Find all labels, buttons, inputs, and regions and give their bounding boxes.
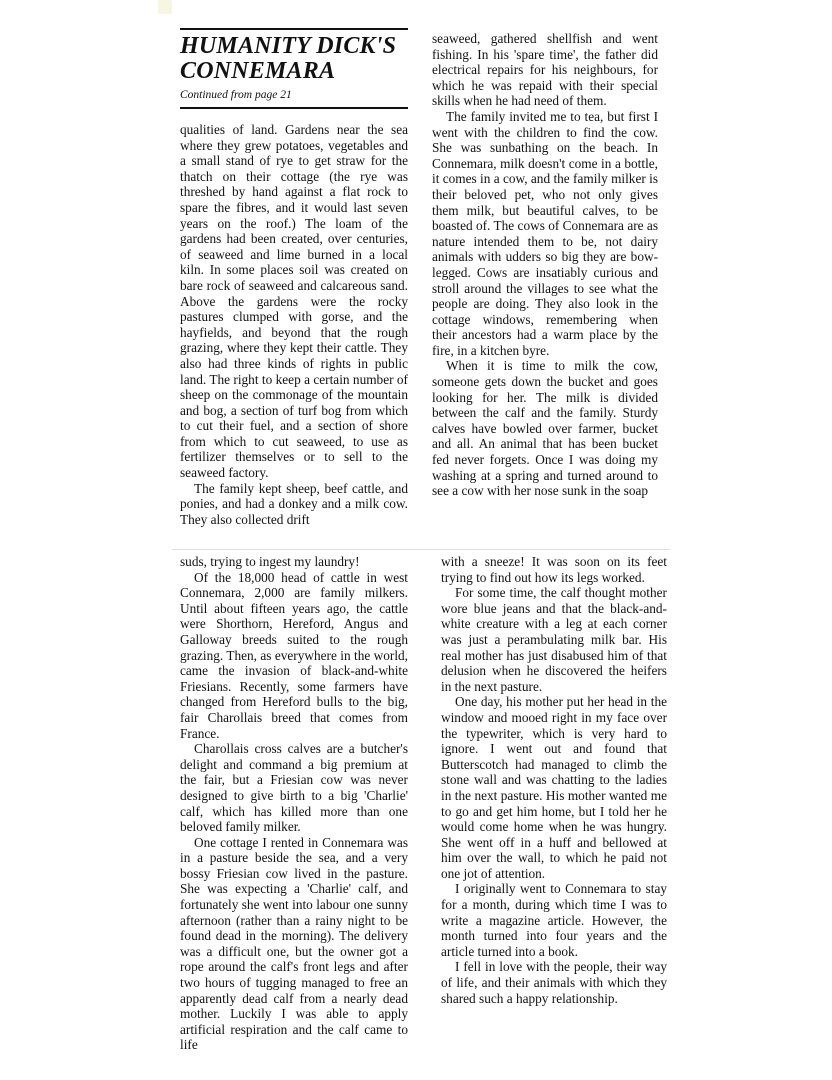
paragraph: When it is time to milk the cow, someone gets down the bucket and goes looking for her. The milk is divided between the calf and the family. Sturdy calves have bowled over farmer, bucket and all. An animal that has been bucket fed never forgets. Once I was doing my washing at a spring and turned around to see a cow with her nose sunk in the soap	[432, 358, 658, 499]
page-corner-mark	[158, 0, 172, 14]
paragraph: Charollais cross calves are a butcher's delight and command a big premium at the fair, but a Friesian cow was never designed to give birth to a big 'Charlie' calf, which has killed more than one beloved family milker.	[180, 741, 408, 835]
article-header	[180, 28, 408, 109]
paragraph: I originally went to Connemara to stay for a month, during which time I was to write a magazine article. However, the month turned into four years and the article turned into a book.	[441, 881, 667, 959]
header-bottom-rule	[180, 107, 408, 109]
article-title: HUMANITY DICK'S CONNEMARA	[180, 33, 397, 84]
paragraph: One day, his mother put her head in the window and mooed right in my face over the typewriter, which is very hard to ignore. I went out and found that Butterscotch had managed to climb the stone wall and was chatting to the ladies in the next pasture. His mother wanted me to go and get him home, but I told her he would come home when he was hungry. She went off in a huff and bellowed at him over the wall, to which he paid not one jot of attention.	[441, 694, 667, 881]
paragraph: For some time, the calf thought mother wore blue jeans and that the black-and-white creature with a leg at each corner was just a perambulating milk bar. His real mother has just disabused him of that delusion when he discovered the heifers in the next pasture.	[441, 585, 667, 694]
paragraph: I fell in love with the people, their way of life, and their animals with which they shared such a happy relationship.	[441, 959, 667, 1006]
column-top-left	[180, 122, 408, 527]
paragraph: Of the 18,000 head of cattle in west Connemara, 2,000 are family milkers. Until about fifteen years ago, the cattle were Shorthorn, Hereford, Angus and Galloway breeds suited to the rough grazing. Then, as everywhere in the world, came the invasion of black-and-white Friesians. Recently, some farmers have changed from Hereford bulls to the big, fair Charollais breed that comes from France.	[180, 569, 408, 741]
paragraph: with a sneeze! It was soon on its feet trying to find out how its legs worked.	[441, 554, 667, 585]
paragraph: qualities of land. Gardens near the sea where they grew potatoes, vegetables and a small stand of rye to get straw for the thatch on their cottage (the rye was threshed by hand against a flat rock to spare the fibres, and it would last seven years on the roof.) The loam of the gardens had been created, over centuries, of seaweed and lime burned in a local kiln. In some places soil was created on bare rock of seaweed and calcareous sand. Above the gardens were the rocky pastures clumped with gorse, and the hayfields, and beyond that the rough grazing, where they kept their cattle. They also had three kinds of rights in public land. The right to keep a certain number of sheep on the commonage of the mountain and bog, a section of turf bog from which to cut their fuel, and a section of shore from which to cut seaweed, to use as fertilizer themselves or to sell to the seaweed factory.	[180, 122, 408, 481]
paragraph: The family invited me to tea, but first I went with the children to find the cow. She was sunbathing on the beach. In Connemara, milk doesn't come in a bottle, it comes in a cow, and the family milker is their beloved pet, who not only gives them milk, but beautiful calves, to be boasted of. The cows of Connemara are as nature intended them to be, not dairy animals with udders so big they are bow-legged. Cows are insatiably curious and stroll around the villages to see what the people are doing. They also look in the cottage windows, remembering when their ancestors had a warm place by the fire, in a kitchen byre.	[432, 108, 658, 358]
paragraph: suds, trying to ingest my laundry!	[180, 554, 360, 569]
column-top-right	[432, 31, 658, 499]
paragraph: seaweed, gathered shellfish and went fishing. In his 'spare time', the father did electrical repairs for his neighbours, for which he was repaid with their special skills when he had need of them.	[432, 31, 658, 109]
continued-note: Continued from page 21	[180, 89, 292, 101]
header-top-rule	[180, 28, 408, 30]
column-bottom-right	[441, 554, 667, 1006]
paragraph: The family kept sheep, beef cattle, and ponies, and had a donkey and a milk cow. They also collected drift	[180, 480, 408, 527]
paragraph: One cottage I rented in Connemara was in a pasture beside the sea, and a very bossy Friesian cow lived in the pasture. She was expecting a 'Charlie' calf, and fortunately she went into labour one sunny afternoon (rather than a rainy night to be found dead in the morning). The delivery was a difficult one, but the owner got a rope around the calf's front legs and after two hours of tugging managed to free an apparently dead calf from a nearly dead mother. Luckily I was able to apply artificial respiration and the calf came to life	[180, 834, 408, 1053]
column-bottom-left	[180, 554, 408, 1053]
section-divider	[172, 549, 670, 550]
